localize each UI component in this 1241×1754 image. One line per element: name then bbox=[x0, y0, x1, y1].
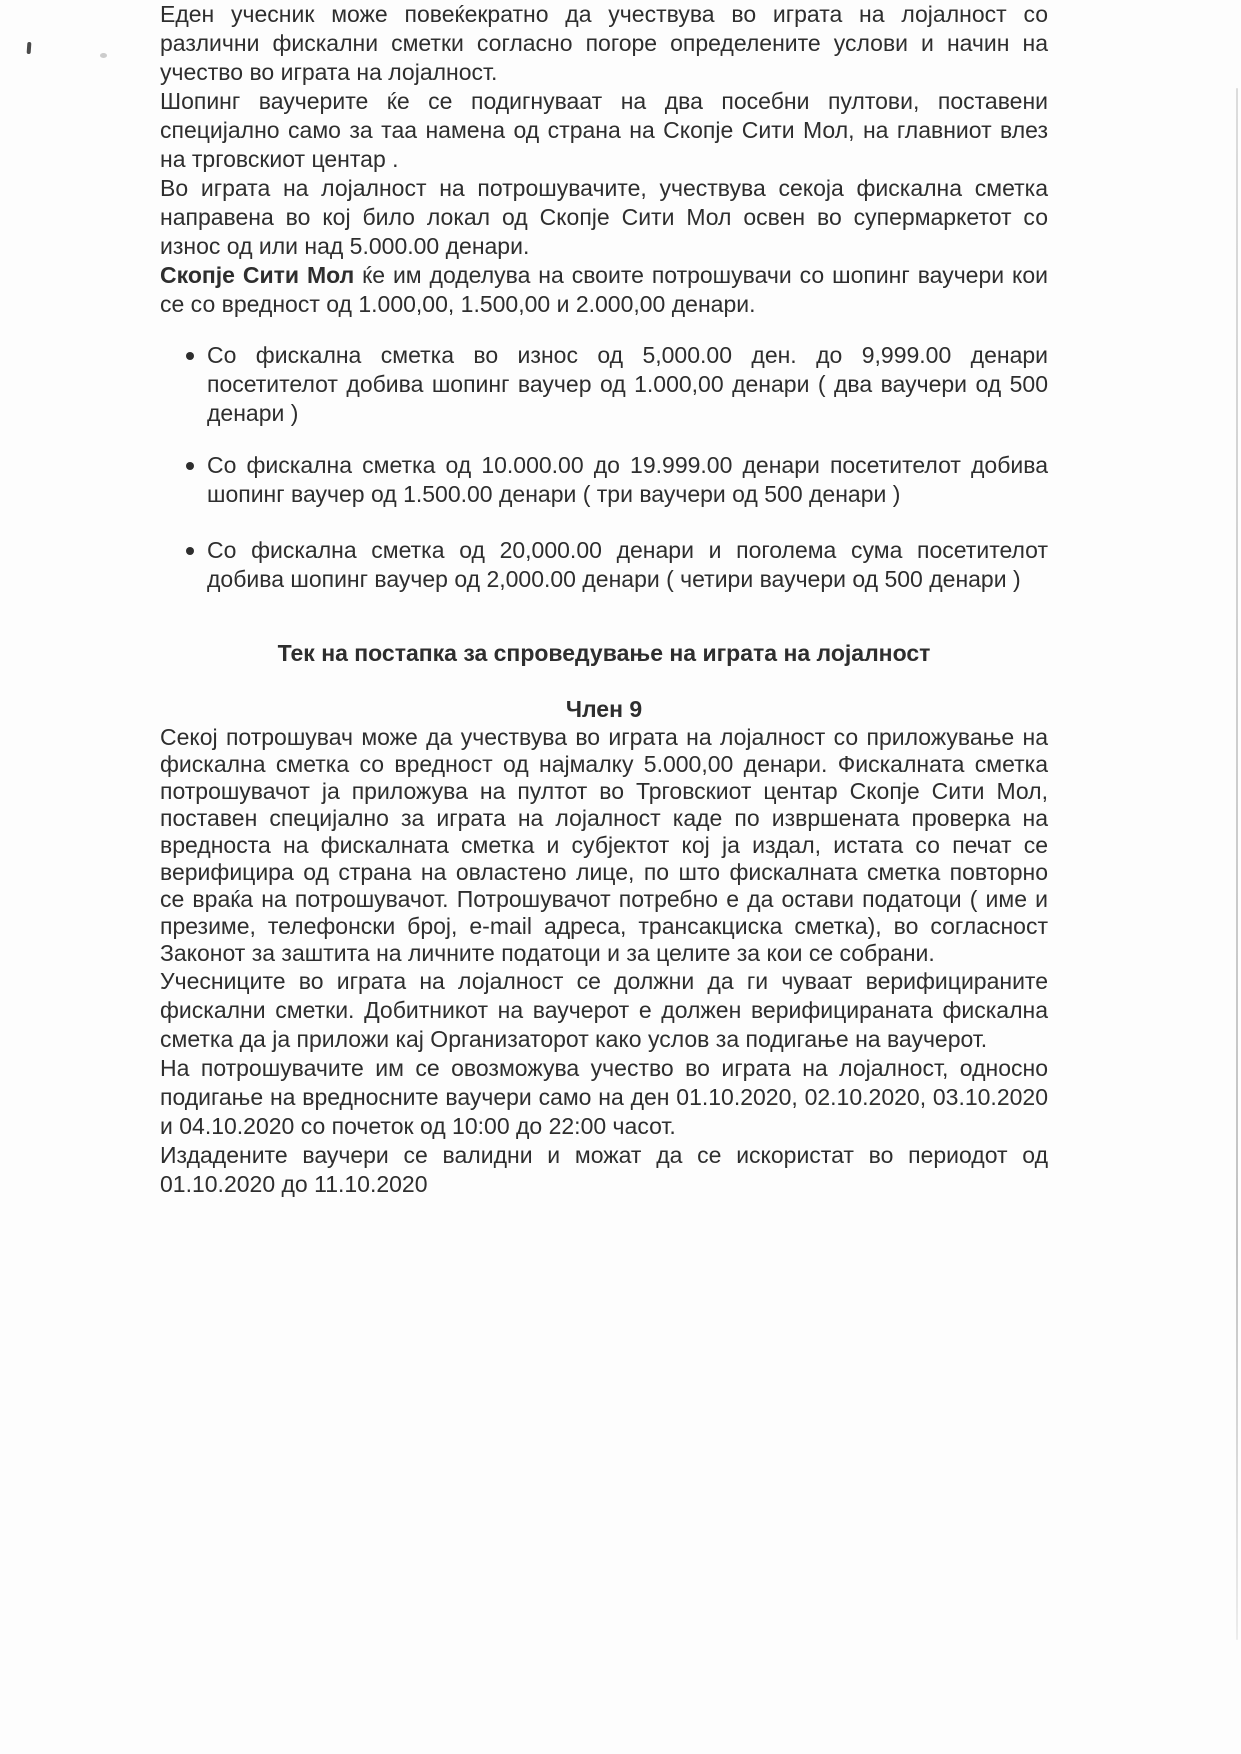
paragraph-keep-receipts: Учесниците во играта на лојалност се должни да ги чуваат верифицираните фискални сметки. Добитникот на ваучерот е должен верифицираната фискална сметка да ја приложи кај Организаторот како услов за подигање на ваучерот. bbox=[160, 968, 1048, 1052]
bullet-icon bbox=[186, 462, 194, 470]
list-item bbox=[160, 536, 1048, 594]
document-body bbox=[160, 0, 1048, 1199]
bullet-icon bbox=[186, 352, 194, 360]
paragraph-voucher-values bbox=[160, 261, 1048, 319]
section-heading: Тек на постапка за спроведување на играта на лојалност bbox=[277, 640, 931, 666]
list-item-text: Со фискална сметка од 10.000.00 до 19.999.00 денари посетителот добива шопинг ваучер од 1.500.00 денари ( три ваучери од 500 денари ) bbox=[207, 452, 1048, 507]
list-item-text: Со фискална сметка од 20,000.00 денари и поголема сума посетителот добива шопинг ваучер од 2,000.00 денари ( четири ваучери од 500 денари ) bbox=[207, 537, 1048, 592]
paragraph-eligible-receipts: Во играта на лојалност на потрошувачите, учествува секоја фискална сметка направена во кој било локал од Скопје Сити Мол освен во супермаркетот со износ од или над 5.000.00 денари. bbox=[160, 175, 1048, 259]
list-item bbox=[160, 451, 1048, 509]
paragraph-participation-dates: На потрошувачите им се овозможува учество во играта на лојалност, односно подигање на вредносните ваучери само на ден 01.10.2020, 02.10.2020, 03.10.2020 и 04.10.2020 со почеток од 10:00 до 22:00 часот. bbox=[160, 1055, 1048, 1139]
voucher-tier-list bbox=[160, 341, 1048, 594]
list-item-text: Со фискална сметка во износ од 5,000.00 ден. до 9,999.00 денари посетителот добива шопинг ваучер од 1.000,00 денари ( два ваучери од 500 денари ) bbox=[207, 342, 1048, 426]
paragraph-voucher-validity: Издадените ваучери се валидни и можат да се искористат во периодот од 01.10.2020 до 11.10.2020 bbox=[160, 1142, 1048, 1197]
scan-speck-icon bbox=[100, 53, 107, 58]
paragraph-multiple-participation: Еден учесник може повеќекратно да учествува во играта на лојалност со различни фискални сметки согласно погоре определените услови и начин на учество во играта на лојалност. bbox=[160, 1, 1048, 85]
scan-speck-icon bbox=[27, 42, 32, 54]
paragraph-procedure-details: Секој потрошувач може да учествува во играта на лојалност со приложување на фискална сметка со вредност од најмалку 5.000,00 денари. Фискалната сметка потрошувачот ја приложува на пултот во Трговскиот центар Скопје Сити Мол, поставен специјално за играта на лојалност каде по извршената проверка на вредноста на фискалната сметка и субјектот кој ја издал, истата со печат се верифицира од страна на овластено лице, по што фискалната сметка повторно се враќа на потрошувачот. Потрошувачот потребно е да остави податоци ( име и презиме, телефонски број, e-mail адреса, трансакциска сметка), во согласност Законот за заштита на личните податоци и за целите за кои се собрани. bbox=[160, 724, 1048, 966]
paragraph-voucher-values-text: ќе им доделува на своите потрошувачи со шопинг ваучери кои се со вредност од 1.000,00, 1.500,00 и 2.000,00 денари. bbox=[160, 262, 1049, 317]
scan-edge-line bbox=[1236, 88, 1238, 1640]
bold-brand-name: Скопје Сити Мол bbox=[160, 262, 355, 288]
list-item bbox=[160, 341, 1048, 428]
bullet-icon bbox=[186, 547, 194, 555]
article-heading: Член 9 bbox=[565, 696, 643, 722]
paragraph-voucher-counters: Шопинг ваучерите ќе се подигнуваат на два посебни пултови, поставени специјално само за таа намена од страна на Скопје Сити Мол, на главниот влез на трговскиот центар . bbox=[160, 88, 1048, 172]
